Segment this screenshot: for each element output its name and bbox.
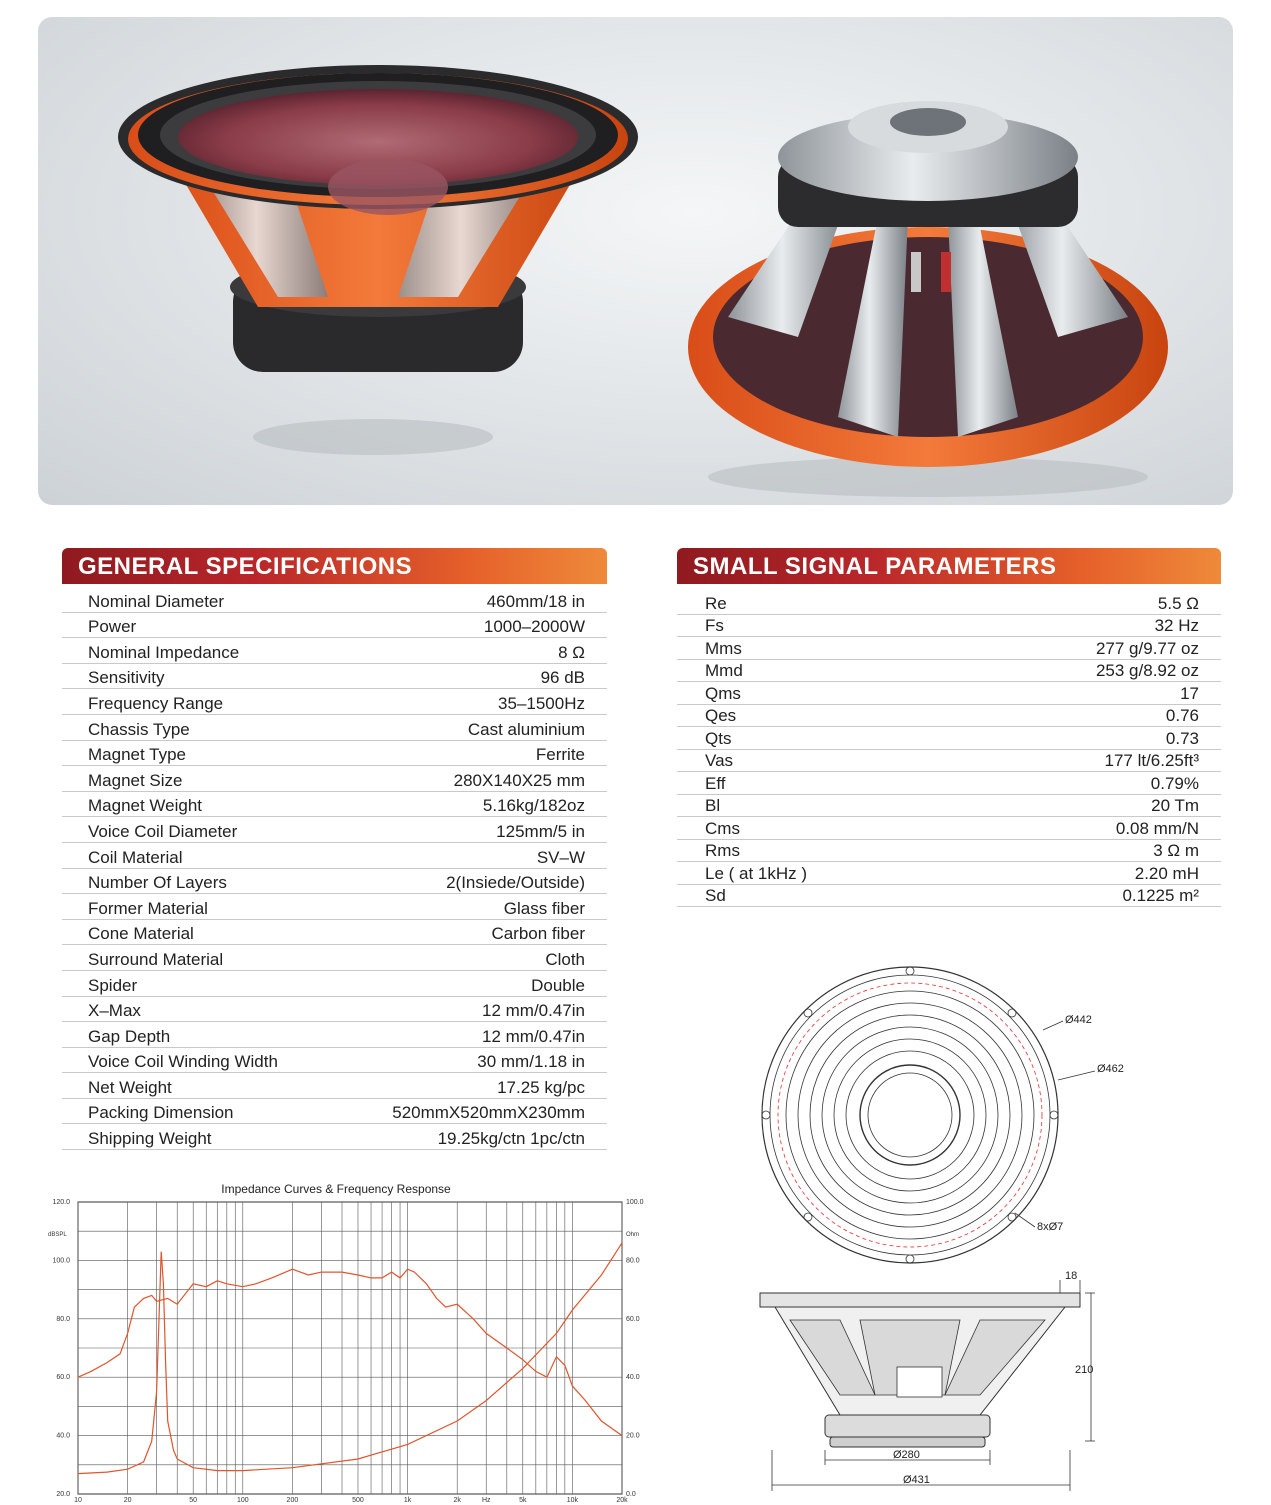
spec-label: Sensitivity (62, 663, 335, 689)
speaker-front-view (118, 65, 638, 455)
spec-value: 17.25 kg/pc (335, 1073, 607, 1099)
spec-row (62, 919, 607, 945)
general-specifications-header: GENERAL SPECIFICATIONS (62, 548, 607, 584)
spec-label: Coil Material (62, 842, 335, 868)
spec-row (62, 945, 607, 971)
spec-label: Former Material (62, 894, 335, 920)
param-value: 0.76 (954, 704, 1221, 727)
param-value: 17 (954, 682, 1221, 705)
param-row (677, 862, 1221, 885)
speaker-illustration (38, 17, 1233, 505)
spec-row (62, 791, 607, 817)
spec-value: 30 mm/1.18 in (335, 1047, 607, 1073)
spec-value: SV–W (335, 842, 607, 868)
small-signal-parameters-table (677, 592, 1221, 907)
spec-value: 125mm/5 in (335, 817, 607, 843)
spec-label: Surround Material (62, 945, 335, 971)
param-label: Rms (677, 839, 954, 862)
x-tick-label: 2k (453, 1497, 461, 1504)
spec-row (62, 612, 607, 638)
spec-label: Voice Coil Winding Width (62, 1047, 335, 1073)
spec-row (62, 1073, 607, 1099)
param-value: 253 g/8.92 oz (954, 659, 1221, 682)
x-tick-label: 10 (74, 1497, 82, 1504)
param-value: 5.5 Ω (954, 592, 1221, 614)
spec-value: 96 dB (335, 663, 607, 689)
dim-d431: Ø431 (903, 1474, 930, 1486)
param-row (677, 884, 1221, 907)
spec-value: 12 mm/0.47in (335, 996, 607, 1022)
param-label: Bl (677, 794, 954, 817)
spec-row (62, 714, 607, 740)
spec-label: Net Weight (62, 1073, 335, 1099)
dim-d462: Ø462 (1097, 1063, 1124, 1075)
param-value: 0.79% (954, 772, 1221, 795)
param-label: Vas (677, 749, 954, 772)
x-tick-label: 200 (286, 1497, 299, 1504)
y-left-tick-label: 20.0 (56, 1491, 70, 1498)
spec-label: Magnet Type (62, 740, 335, 766)
dim-h18: 18 (1065, 1270, 1078, 1282)
param-row (677, 614, 1221, 637)
spec-label: Packing Dimension (62, 1098, 335, 1124)
chart-title: Impedance Curves & Frequency Response (221, 1182, 451, 1196)
param-row (677, 637, 1221, 660)
spec-label: Nominal Impedance (62, 638, 335, 664)
param-label: Cms (677, 817, 954, 840)
dim-h210: 210 (1075, 1364, 1094, 1376)
param-label: Qms (677, 682, 954, 705)
chart-plot (30, 1178, 644, 1504)
spec-label: Spider (62, 970, 335, 996)
top-view (762, 967, 1124, 1263)
spec-label: Cone Material (62, 919, 335, 945)
spec-row (62, 996, 607, 1022)
param-row (677, 839, 1221, 862)
x-tick-label: 50 (189, 1497, 198, 1504)
spec-label: Voice Coil Diameter (62, 817, 335, 843)
y-right-tick-label: 60.0 (626, 1315, 640, 1323)
param-value: 32 Hz (954, 614, 1221, 637)
param-label: Le ( at 1kHz ) (677, 862, 954, 885)
y-left-tick-label: 100.0 (52, 1257, 70, 1265)
param-row (677, 592, 1221, 614)
param-value: 277 g/9.77 oz (954, 637, 1221, 660)
spec-value: 19.25kg/ctn 1pc/ctn (335, 1124, 607, 1150)
spec-label: Frequency Range (62, 689, 335, 715)
spec-value: Cloth (335, 945, 607, 971)
spec-value: Carbon fiber (335, 919, 607, 945)
small-signal-parameters-header: SMALL SIGNAL PARAMETERS (677, 548, 1221, 584)
x-tick-label: Hz (481, 1497, 491, 1504)
param-row (677, 749, 1221, 772)
dim-d280: Ø280 (893, 1449, 920, 1461)
param-label: Qes (677, 704, 954, 727)
spec-value: 8 Ω (335, 638, 607, 664)
y-left-tick-label: 120.0 (52, 1199, 70, 1206)
spec-row (62, 817, 607, 843)
param-row (677, 794, 1221, 817)
spec-row (62, 638, 607, 664)
x-tick-label: 20 (123, 1497, 132, 1504)
spec-value: 12 mm/0.47in (335, 1022, 607, 1048)
param-row (677, 817, 1221, 840)
dim-holes: 8xØ7 (1037, 1221, 1064, 1233)
spec-value: Double (335, 970, 607, 996)
spec-value: 520mmX520mmX230mm (335, 1098, 607, 1124)
spec-value: 2(Insiede/Outside) (335, 868, 607, 894)
spec-row (62, 1098, 607, 1124)
param-label: Qts (677, 727, 954, 750)
x-tick-label: 10k (566, 1497, 579, 1504)
param-label: Re (677, 592, 954, 614)
x-tick-label: 100 (236, 1497, 249, 1504)
spec-value: 5.16kg/182oz (335, 791, 607, 817)
y-right-tick-label: 40.0 (626, 1374, 640, 1382)
y-right-axis-label: Ohm (626, 1232, 640, 1238)
spec-label: Chassis Type (62, 714, 335, 740)
param-row (677, 704, 1221, 727)
spec-value: 1000–2000W (335, 612, 607, 638)
spec-row (62, 868, 607, 894)
param-value: 2.20 mH (954, 862, 1221, 885)
spec-row (62, 970, 607, 996)
spec-row (62, 842, 607, 868)
dim-d442: Ø442 (1065, 1014, 1092, 1026)
spec-value: Glass fiber (335, 894, 607, 920)
product-photo (38, 17, 1233, 505)
param-row (677, 772, 1221, 795)
x-tick-label: 5k (519, 1497, 527, 1504)
param-value: 3 Ω m (954, 839, 1221, 862)
y-right-tick-label: 20.0 (626, 1432, 640, 1440)
spec-row (62, 587, 607, 612)
param-row (677, 682, 1221, 705)
spec-row (62, 1022, 607, 1048)
spec-row (62, 1124, 607, 1150)
y-left-tick-label: 60.0 (56, 1374, 70, 1382)
y-left-tick-label: 40.0 (56, 1432, 70, 1440)
param-label: Sd (677, 884, 954, 907)
spec-label: X–Max (62, 996, 335, 1022)
spec-label: Nominal Diameter (62, 587, 335, 612)
y-left-tick-label: 80.0 (56, 1315, 70, 1323)
param-value: 0.73 (954, 727, 1221, 750)
param-row (677, 659, 1221, 682)
impedance-frequency-chart (30, 1178, 644, 1504)
spec-value: 35–1500Hz (335, 689, 607, 715)
side-view (760, 1270, 1095, 1491)
param-label: Eff (677, 772, 954, 795)
spec-label: Number Of Layers (62, 868, 335, 894)
spec-value: Cast aluminium (335, 714, 607, 740)
spec-value: 460mm/18 in (335, 587, 607, 612)
spec-row (62, 766, 607, 792)
spec-label: Shipping Weight (62, 1124, 335, 1150)
y-left-axis-label: dBSPL (48, 1232, 67, 1238)
spec-value: 280X140X25 mm (335, 766, 607, 792)
y-right-tick-label: 0.0 (626, 1491, 636, 1498)
param-label: Mms (677, 637, 954, 660)
x-tick-label: 500 (352, 1497, 364, 1504)
param-value: 0.08 mm/N (954, 817, 1221, 840)
spec-row (62, 894, 607, 920)
spec-row (62, 663, 607, 689)
spec-row (62, 1047, 607, 1073)
spec-row (62, 689, 607, 715)
x-tick-label: 1k (403, 1497, 412, 1504)
spec-value: Ferrite (335, 740, 607, 766)
speaker-rear-view (688, 101, 1168, 497)
param-value: 177 lt/6.25ft³ (954, 749, 1221, 772)
param-value: 20 Tm (954, 794, 1221, 817)
technical-drawing (745, 955, 1165, 1500)
spec-label: Power (62, 612, 335, 638)
y-right-tick-label: 80.0 (626, 1257, 640, 1265)
param-row (677, 727, 1221, 750)
spec-row (62, 740, 607, 766)
spec-label: Magnet Weight (62, 791, 335, 817)
spec-label: Gap Depth (62, 1022, 335, 1048)
x-tick-label: 20k (616, 1497, 628, 1504)
param-label: Mmd (677, 659, 954, 682)
spec-label: Magnet Size (62, 766, 335, 792)
general-specifications-table (62, 587, 607, 1150)
y-right-tick-label: 100.0 (626, 1199, 644, 1206)
param-value: 0.1225 m² (954, 884, 1221, 907)
param-label: Fs (677, 614, 954, 637)
